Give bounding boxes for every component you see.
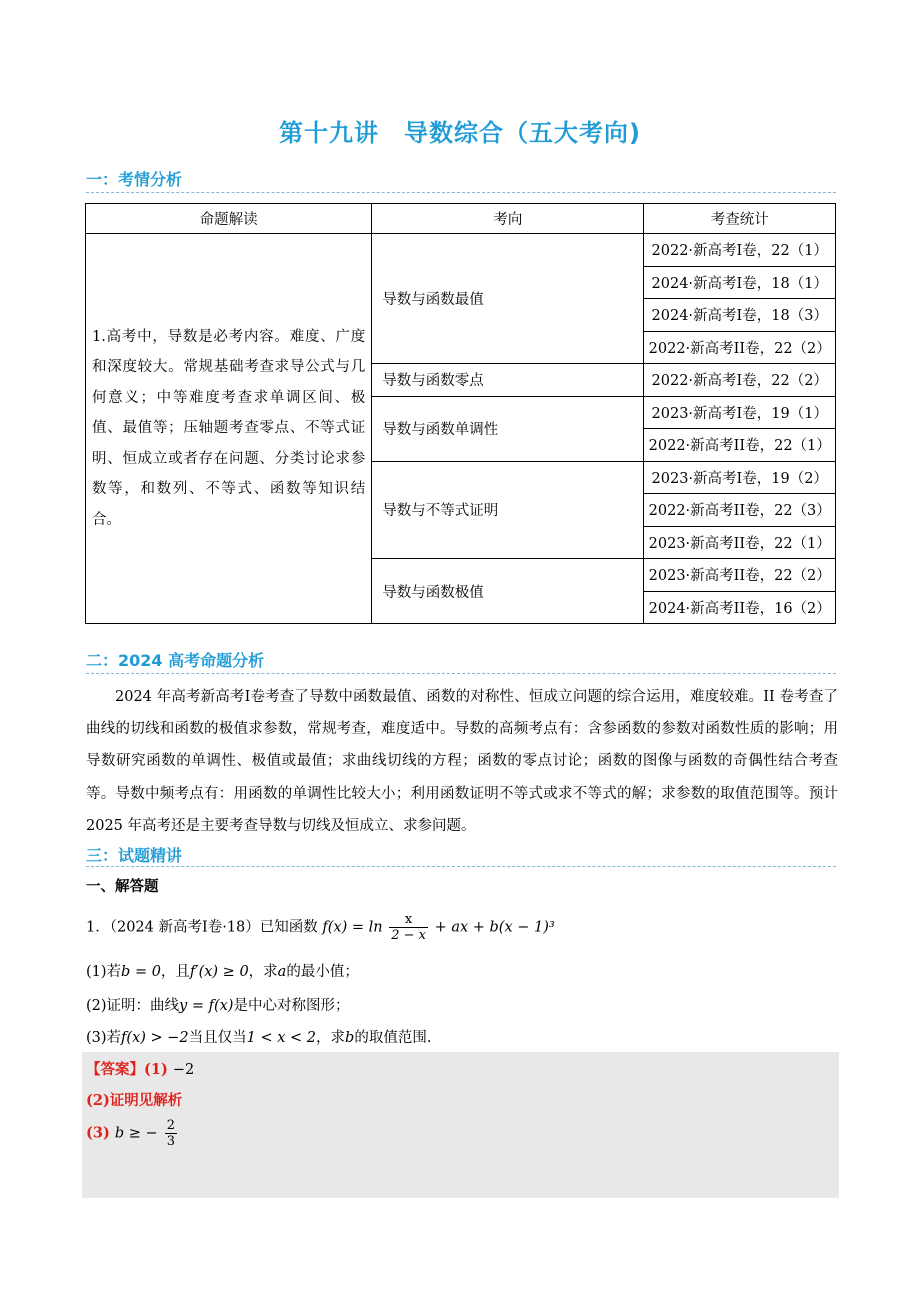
page-title: 第十九讲 导数综合（五大考向) [279, 119, 641, 147]
math: b = 0 [121, 964, 161, 980]
text: (1)若 [86, 964, 122, 980]
function-rhs: + ax + b(x − 1)³ [434, 919, 555, 936]
function-lhs: f(x) = ln [322, 919, 383, 936]
section-divider-1 [86, 192, 836, 193]
direction-cell: 导数与函数零点 [372, 364, 644, 397]
section-heading-1: 一：考情分析 [86, 170, 183, 189]
answer-math: b ≥ − [114, 1125, 158, 1142]
stat-cell: 2024·新高考II卷，16（2） [644, 591, 836, 624]
table-header-row [86, 204, 836, 234]
fraction-denominator: 2 − x [391, 928, 426, 943]
text: ，求 [316, 1030, 346, 1046]
text: ，且 [160, 964, 190, 980]
section-heading-2: 二：2024 高考命题分析 [86, 651, 265, 670]
subheading: 一、解答题 [86, 879, 159, 895]
analysis-paragraph: 2024 年高考新高考I卷考查了导数中函数最值、函数的对称性、恒成立问题的综合运用，难度较难。II 卷考查了曲线的切线和函数的极值求参数，常规考查，难度适中。导数的高频考点有：含参函数的参数对函数性质的影响；用导数研究函数的单调性、极值或最值；求曲线切线的方程；函数的零点讨论；函数的图像与函数的奇偶性结合考查等。导数中频考点有：用函数的单调性比较大小；利用函数证明不等式或求不等式的解；求参数的取值范围等。预计 2025 年高考还是主要考查导数与切线及恒成立、求参问题。 [86, 689, 838, 834]
section-divider-3 [86, 866, 836, 867]
answer-fraction [165, 1118, 177, 1149]
answer-label-3: (3) [86, 1124, 110, 1142]
stat-cell: 2023·新高考II卷，22（2） [644, 559, 836, 592]
direction-cell: 导数与函数极值 [372, 559, 644, 624]
fraction-numerator: x [389, 912, 428, 928]
direction-cell: 导数与函数单调性 [372, 396, 644, 461]
stat-cell: 2022·新高考I卷，22（1） [644, 234, 836, 267]
text: 是中心对称图形； [233, 998, 350, 1014]
text: ，求 [248, 964, 278, 980]
stat-cell: 2023·新高考II卷，22（1） [644, 526, 836, 559]
fraction-denominator: 3 [166, 1134, 176, 1149]
problem-part-3 [86, 1026, 431, 1047]
problem-part-2 [86, 994, 349, 1015]
table-header: 命题解读 [86, 204, 372, 234]
answer-value-1: −2 [172, 1062, 195, 1078]
answer-label: 【答案】(1) [86, 1061, 168, 1078]
function-fraction [389, 912, 428, 943]
section-divider-2 [86, 673, 836, 674]
text: 当且仅当 [188, 1030, 247, 1046]
math: 1 < x < 2 [246, 1030, 317, 1046]
answer-line-3 [86, 1118, 179, 1149]
math: y = f(x) [179, 998, 234, 1014]
direction-cell: 导数与函数最值 [372, 234, 644, 364]
answer-line-2: (2)证明见解析 [86, 1092, 183, 1109]
math: f(x) > −2 [121, 1030, 189, 1046]
stat-cell: 2023·新高考I卷，19（2） [644, 461, 836, 494]
problem-statement [86, 912, 555, 943]
stat-cell: 2024·新高考I卷，18（3） [644, 299, 836, 332]
stat-cell: 2022·新高考I卷，22（2） [644, 364, 836, 397]
stat-cell: 2022·新高考II卷，22（1） [644, 429, 836, 462]
section-heading-3: 三：试题精讲 [86, 846, 183, 865]
text: (2)证明：曲线 [86, 998, 180, 1014]
text: (3)若 [86, 1030, 122, 1046]
stat-cell: 2022·新高考II卷，22（3） [644, 494, 836, 527]
stat-cell: 2023·新高考I卷，19（1） [644, 396, 836, 429]
text: 的取值范围. [354, 1030, 432, 1046]
text: 的最小值； [286, 964, 359, 980]
proposition-description: 1.高考中，导数是必考内容。难度、广度和深度较大。常规基础考查求导公式与几何意义；中等难度考查求单调区间、极值、最值等；压轴题考查零点、不等式证明、恒成立或者存在问题、分类讨论求参数等，和数列、不等式、函数等知识结合。 [86, 234, 372, 624]
problem-prefix: 1．（2024 新高考I卷·18）已知函数 [86, 919, 318, 936]
math: b [345, 1030, 355, 1046]
problem-part-1 [86, 960, 359, 981]
direction-cell: 导数与不等式证明 [372, 461, 644, 559]
exam-stats-table [85, 203, 836, 624]
math: a [277, 964, 287, 980]
table-header: 考查统计 [644, 204, 836, 234]
answer-line-1 [86, 1058, 194, 1079]
answer-box [82, 1052, 839, 1198]
table-header: 考向 [372, 204, 644, 234]
stat-cell: 2022·新高考II卷，22（2） [644, 331, 836, 364]
fraction-numerator: 2 [166, 1118, 176, 1133]
math: f′(x) ≥ 0 [189, 964, 249, 980]
stat-cell: 2024·新高考I卷，18（1） [644, 266, 836, 299]
